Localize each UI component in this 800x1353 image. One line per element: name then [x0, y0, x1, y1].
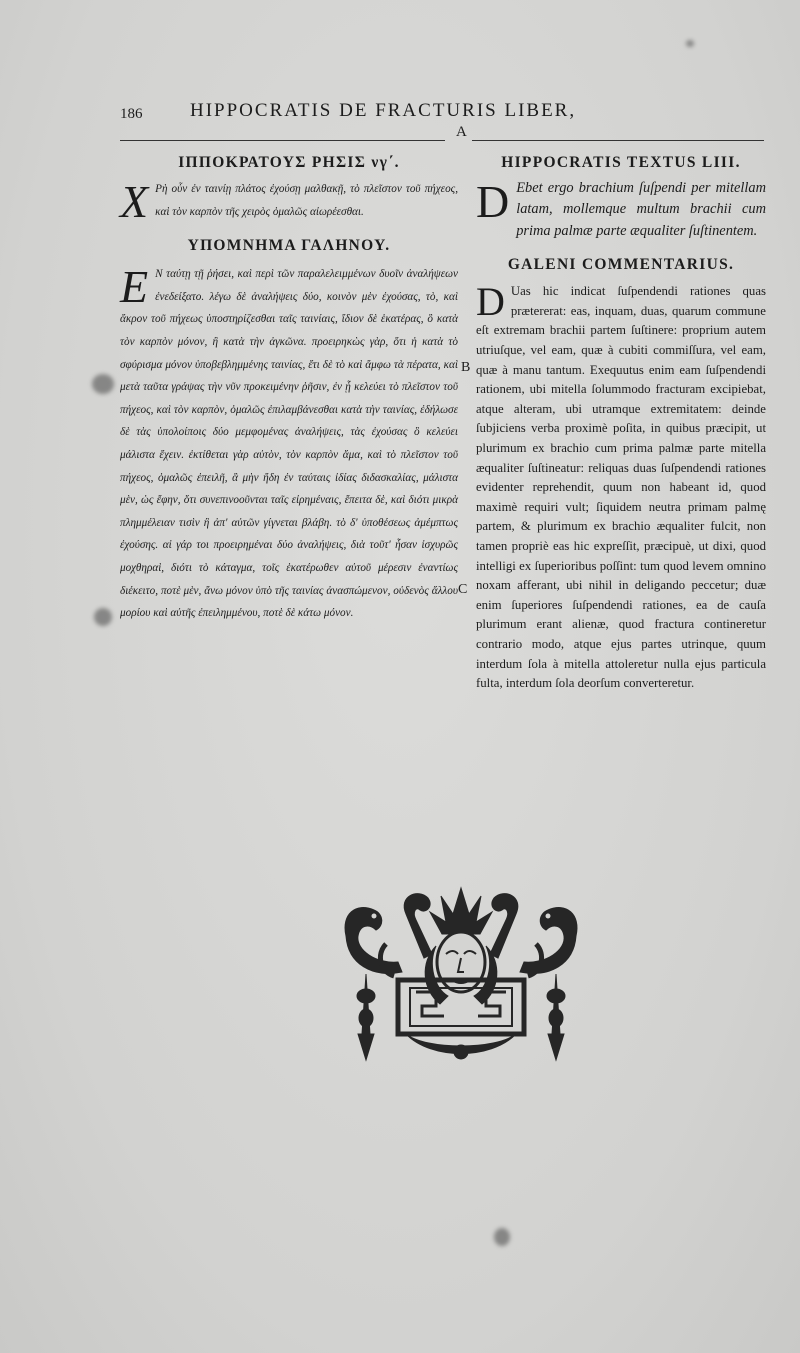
latin-commentary-heading: GALENI COMMENTARIUS.: [507, 256, 735, 274]
greek-text-body: Ρὴ οὖν ἐν ταινίῃ πλάτος ἐχούσῃ μαλθακῇ, τὸ πλεῖστον τοῦ πήχεος, καὶ τὸν καρπὸν τῆς χειρὸς ὁμαλῶς αἰωρέεσθαι.: [155, 183, 458, 218]
running-head: HIPPOCRATIS DE FRACTURIS LIBER,: [190, 100, 577, 121]
latin-commentary-initial: D: [476, 279, 505, 325]
ink-blot: [494, 1228, 510, 1246]
greek-text-initial: Χ: [120, 176, 149, 227]
signature-mark: A: [456, 124, 467, 140]
latin-commentary-body: Uas hic indicat ſuſpendendi rationes quas prætererat: eas, inquam, duas, quarum commune eſt extremam brachii partem ſuſtinere: proprium autem utriuſque, vel eam, quæ à cubiti commiſſura, vel eam, quæ à manu tantum. Exequutus enim eam ſuſpendendi rationem, ubi mitella ſolummodo fracturam excipiebat, atque alteram, ubi utramque extremitatem: deinde ſubjiciens verba proximè poſita, in quibus præcipit, ut plurimum ex brachio cum prima palmæ parte mitella æqualiter ſuſtineatur: reliquas duas ſuſpendendi rationes evidenter reprehendit, quum non habeant id, quod maximè requiri vult; ſiquidem neutra primam palmę partem, & plurimum ex brachio æqualiter fulcit, non tamen propriè eas hic expreſſit, præcipuè, ut dixi, quod intelligi ex ſuperioribus poſſint: tum quod levem omnino noxam afferant, ubi nihil in deligando peccetur; duæ enim ſuperiores ſuſpendendi rationes, ea de cauſa plurimum erant alienæ, quod fractura contineretur contrario modo, atque ejus partes utrinque, quum interdum ſola à mitella attoleretur nulla ejus particula fulta, interdum ſola deorſum converteretur.: [476, 284, 766, 691]
ink-blot: [686, 40, 694, 47]
greek-column: [120, 154, 458, 625]
greek-text-paragraph: [120, 176, 458, 227]
latin-commentary-paragraph: [476, 279, 766, 693]
page-number: 186: [120, 106, 143, 122]
header-rule-left: [120, 140, 445, 141]
latin-text-body: Ebet ergo brachium ſuſpendi per mitellam latam, mollemque multum brachii cum prima palmæ parte æqualiter ſuſtinentem.: [516, 180, 766, 239]
greek-commentary-heading: ΥΠΟΜΝΗΜΑ ΓΑΛΗΝΟΥ.: [187, 237, 391, 255]
latin-column: [476, 154, 766, 694]
latin-text-heading: HIPPOCRATIS TEXTUS LIII.: [501, 154, 741, 171]
greek-commentary-paragraph: [120, 263, 458, 625]
header-rule-right: [472, 140, 764, 141]
margin-letter-b: B: [461, 360, 471, 375]
ink-blot: [94, 608, 112, 626]
latin-text-paragraph: [476, 178, 766, 242]
tailpiece-ornament: [336, 884, 586, 1066]
latin-text-initial: D: [476, 176, 510, 227]
margin-letter-c: C: [458, 582, 468, 597]
ink-blot: [92, 374, 114, 394]
greek-commentary-initial: Ε: [120, 261, 149, 313]
greek-text-heading: ΙΠΠΟΚΡΑΤΟΥΣ ΡΗΣΙΣ νγ΄.: [178, 154, 400, 171]
greek-commentary-body: Ν ταύτῃ τῇ ῥήσει, καὶ περὶ τῶν παραλελειμμένων δυοῖν ἀναλήψεων ἐνεδείξατο. λέγω δὲ ἀναλήψεις δύο, κοινὸν μὲν ἐχούσας, τὸ, καὶ ἄκρον τοῦ πήχεως ὑποστηρίζεσθαι ταῖς ταινίαις, ἴδιον δὲ ἑκατέρας, ὃ κατὰ τὸν καρπὸν μόνον, ἢ κατὰ τὴν ἀγκῶνα. προειρηκὼς γὰρ, ὅτι ἡ κατὰ τὸ σφύρισμα μόνον ὑποβεβλημμένης ταινίας, ἔτι δὲ τὸ καὶ ἄμφω τὰ πέρατα, καὶ μετὰ ταῦτα γράψας τὴν νῦν προκειμένην ῥῆσιν, ἐν ᾗ κελεύει τὸ πλεῖστον τοῦ πήχεος, καὶ τὸν καρπὸν, ὁμαλῶς ἐπιλαμβάνεσθαι κατὰ τὴν ταινίας, ἐδήλωσε δὲ τὰς ὑπολοίποις δύο μεμφομένας ἀναλήψεις, τὰς ἐχούσας ὃ κελεύει μάλιστα ἔχειν. ἐκτίθεται γὰρ αὐτὸν, τὸν καρπὸν ἅμα, καὶ τὸ πλεῖστον τοῦ πήχεος, ὁμαλῶς ἐπειλῆ, ἃ μὴν ἤδη ἐν ταύταις ἰδίας διδασκαλίας, μάλιστα μὲν, ὡς ἔφην, ὅτι συνεπινοοῦνται ταῖς εἰρημέναις, ἔπειτα δὲ, καὶ διότι μικρὰ πλημμέλειαν τισὶν ἢ ἀπ' αὐτῶν γίγνεται βλάβη. τὸ δ' ὑποθέσεως ἀμέμπτως ἐχούσης. αἱ γάρ τοι προειρημέναι δύο ἀναλήψεις, διὰ τοῦτ' ἦσαν ἰσχυρῶς μοχθηραὶ, διότι τὸ κάταγμα, τοῖς ἑκατέρωθεν αὐτοῦ μέρεσιν ἐναντίως διέκειτο, ποτὲ μὲν, ἄνω μόνον ὑπὸ τῆς ταινίας ἀνασπώμενον, οὐδενὸς ἄλλου μορίου καὶ αὐτῆς ἐπειλημμένου, ποτὲ δὲ κάτω μόνον.: [120, 268, 458, 620]
